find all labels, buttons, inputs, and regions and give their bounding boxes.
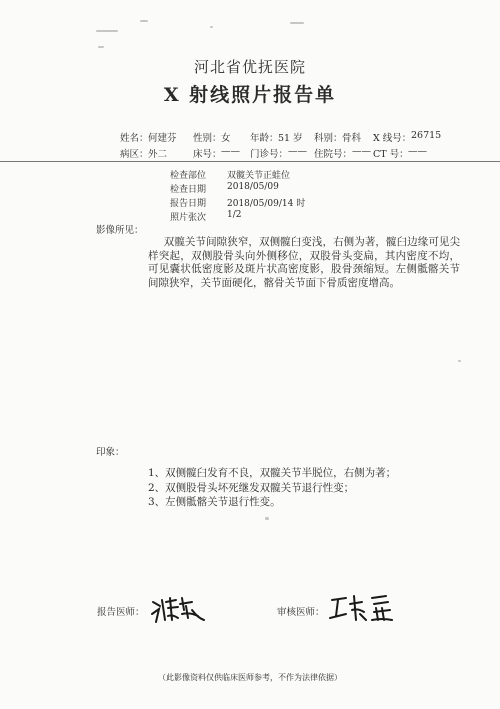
patient-info-row-2 bbox=[0, 146, 500, 160]
findings-text: 双髋关节间隙狭窄，双侧髋臼变浅，右侧为著，髋臼边缘可见尖样突起，双侧股骨头向外侧移位，双股骨头变扁，其内密度不均，可见囊状低密度影及斑片状高密度影，股骨颈缩短。左侧骶髂关节间隙狭窄，关节面硬化，髂骨关节面下骨质密度增高。 bbox=[148, 236, 460, 289]
report-title: X 射线照片报告单 bbox=[163, 84, 337, 106]
xray-number: 26715 bbox=[411, 130, 442, 141]
scan-speck bbox=[265, 517, 269, 520]
impression-list bbox=[148, 466, 448, 510]
bed-label: 床号： bbox=[193, 149, 222, 160]
scan-speck bbox=[458, 360, 461, 362]
films-row bbox=[170, 210, 370, 222]
patient-name: 何建芬 bbox=[148, 133, 177, 144]
dept-label: 科别： bbox=[314, 133, 343, 144]
clinic-label: 门诊号： bbox=[250, 149, 289, 160]
hospital-name: 河北省优抚医院 bbox=[193, 58, 306, 76]
impression-item: 2、双侧股骨头坏死继发双髋关节退行性变； bbox=[148, 481, 355, 494]
exam-part-row bbox=[170, 168, 370, 180]
films-count: 1/2 bbox=[227, 210, 242, 220]
inpatient-label: 住院号： bbox=[314, 149, 353, 160]
disclaimer-note: （此影像资料仅供临床医师参考，不作为法律依据） bbox=[158, 673, 342, 682]
impression-label: 印象： bbox=[96, 447, 125, 458]
ct-label: CT 号： bbox=[373, 149, 409, 160]
exam-date-label: 检查日期 bbox=[170, 185, 207, 195]
scan-speck bbox=[210, 26, 213, 28]
scan-speck bbox=[140, 20, 148, 22]
name-label: 姓名： bbox=[120, 133, 149, 144]
sex-label: 性别： bbox=[193, 133, 222, 144]
patient-ward: 外二 bbox=[148, 149, 168, 160]
impression-item: 3、左侧骶髂关节退行性变。 bbox=[148, 496, 281, 508]
ct-number: —— bbox=[408, 146, 427, 157]
reviewer-label: 审核医师： bbox=[277, 607, 325, 618]
exam-part-label: 检查部位 bbox=[170, 171, 207, 181]
reporter-label: 报告医师： bbox=[97, 607, 145, 618]
reporter-signature bbox=[148, 592, 208, 624]
age-label: 年龄： bbox=[250, 133, 279, 144]
patient-sex: 女 bbox=[221, 133, 231, 144]
exam-date: 2018/05/09 bbox=[227, 182, 279, 192]
bed-number: —— bbox=[221, 146, 240, 157]
clinic-number: —— bbox=[288, 146, 307, 157]
reviewer-signature bbox=[328, 592, 398, 624]
exam-date-row bbox=[170, 182, 370, 194]
inpatient-number: —— bbox=[352, 146, 371, 157]
report-date-label: 报告日期 bbox=[170, 199, 207, 209]
exam-part: 双髋关节正蛙位 bbox=[227, 171, 291, 181]
films-label: 照片张次 bbox=[170, 213, 207, 223]
patient-dept: 骨科 bbox=[342, 133, 362, 144]
patient-info-row-1 bbox=[0, 130, 500, 144]
findings-label: 影像所见： bbox=[96, 225, 144, 236]
ward-label: 病区： bbox=[120, 149, 149, 160]
report-date: 2018/05/09/14 时 bbox=[227, 199, 306, 209]
impression-item: 1、双侧髋臼发育不良，双髋关节半脱位，右侧为著； bbox=[148, 467, 397, 479]
patient-age: 51 岁 bbox=[278, 133, 303, 144]
scan-speck bbox=[290, 22, 304, 24]
scan-speck bbox=[96, 30, 118, 32]
xray-label: X 线号： bbox=[373, 133, 412, 144]
header-divider bbox=[0, 161, 500, 162]
scan-speck bbox=[98, 46, 104, 48]
report-date-row bbox=[170, 196, 370, 208]
